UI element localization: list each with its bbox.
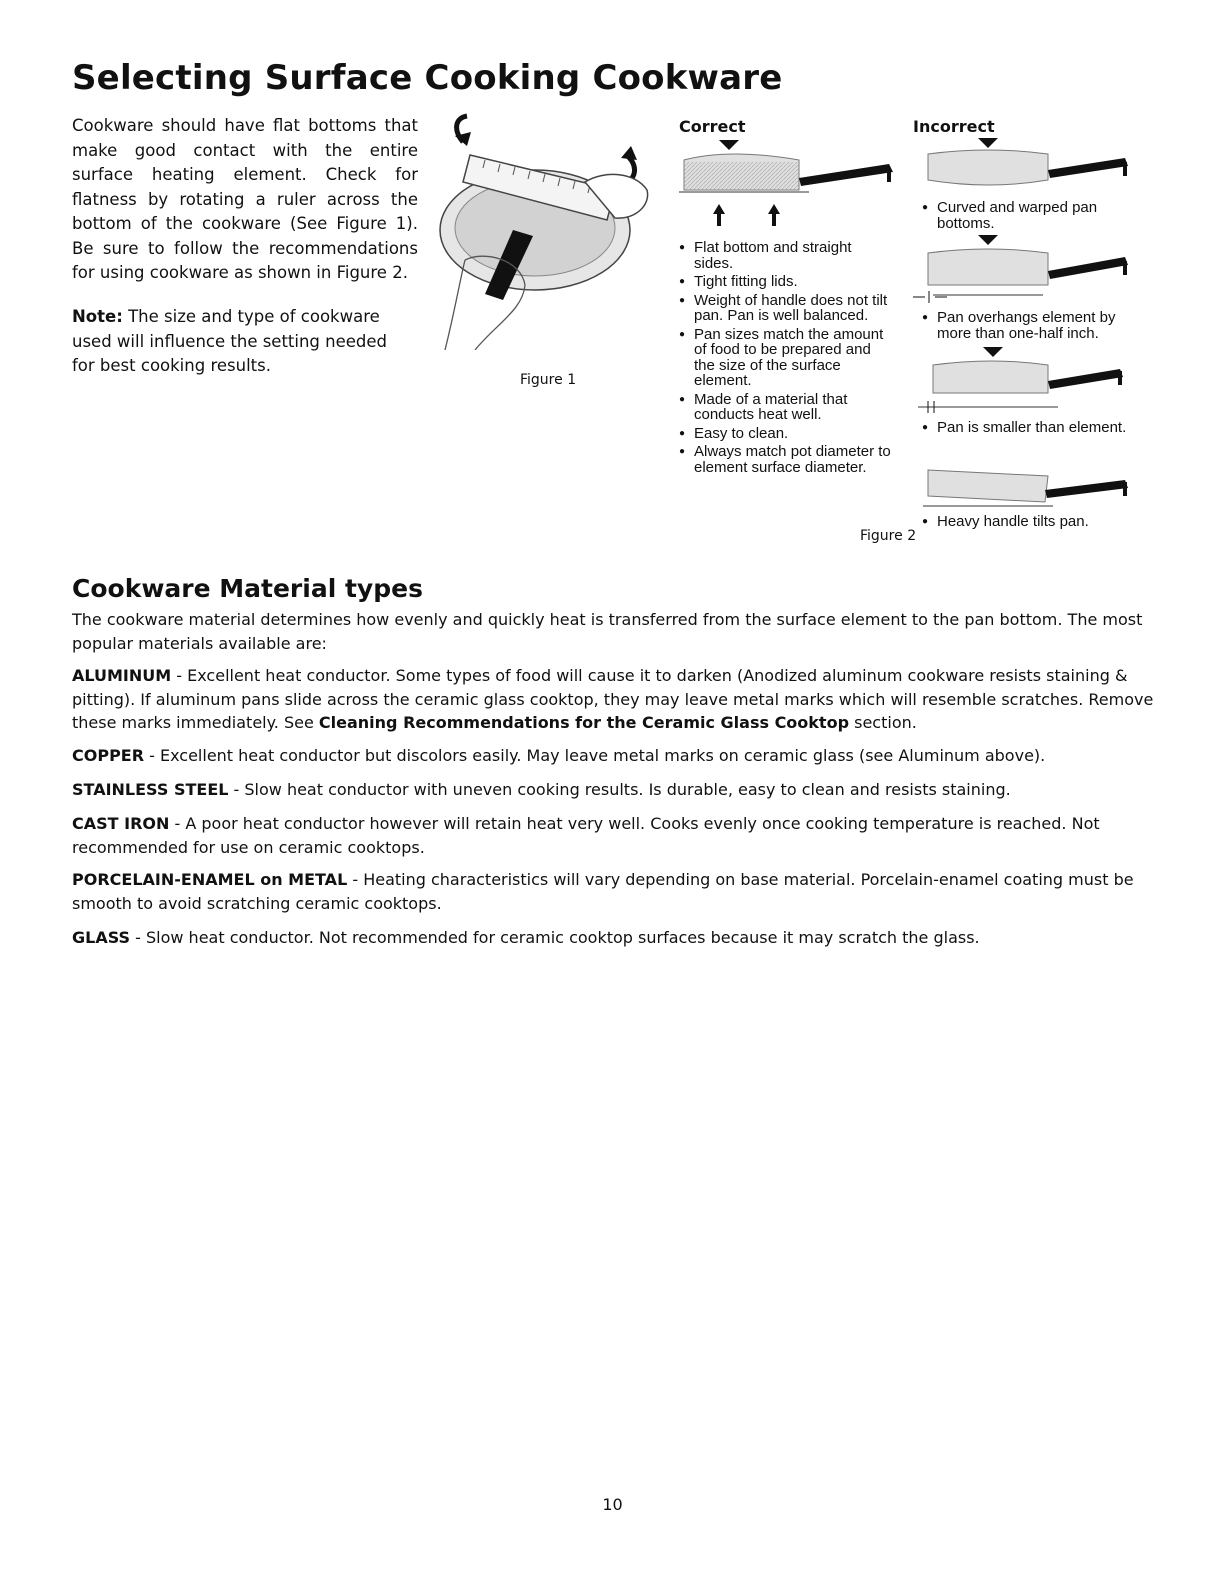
heavy-handle-pan-illustration: [913, 462, 1138, 512]
figure1-illustration: [425, 110, 660, 350]
correct-item: ● Always match pot diameter to element surface diameter.: [679, 444, 894, 475]
correct-item: ● Weight of handle does not tilt pan. Pan is well balanced.: [679, 293, 894, 324]
incorrect-item: ● Pan is smaller than element.: [922, 420, 1152, 436]
intro-paragraph: Cookware should have flat bottoms that make good contact with the entire surface heating element. Check for flatness by rotating a ruler across the bottom of the cookware (See Figure 1). Be sure to follow the recommendations for using cookware as shown in Figure 2.: [72, 116, 418, 282]
material-aluminum: [72, 664, 1157, 735]
material-label: ALUMINUM: [72, 666, 172, 685]
material-text: section.: [849, 713, 917, 732]
figure2-caption: Figure 2: [860, 528, 917, 544]
correct-item: ● Flat bottom and straight sides.: [679, 240, 894, 271]
overhang-pan-illustration: [913, 235, 1138, 305]
correct-item: ● Pan sizes match the amount of food to be prepared and the size of the surface element.: [679, 327, 894, 389]
small-pan-illustration: [908, 345, 1133, 415]
materials-intro: The cookware material determines how evenly and quickly heat is transferred from the surface element to the pan bottom. The most popular materials available are:: [72, 610, 1143, 653]
material-text: - Excellent heat conductor but discolors easily. May leave metal marks on ceramic glass (see Aluminum above).: [144, 746, 1046, 765]
note-label: Note:: [72, 307, 123, 326]
material-label: CAST IRON: [72, 814, 170, 833]
figure1-caption: Figure 1: [520, 372, 577, 388]
correct-heading: Correct: [679, 117, 746, 136]
correct-item: ● Easy to clean.: [679, 426, 894, 442]
material-label: PORCELAIN-ENAMEL on METAL: [72, 870, 348, 889]
correct-pan-illustration: [679, 140, 899, 235]
incorrect-item: ● Curved and warped pan bottoms.: [922, 200, 1152, 231]
page-number: 10: [602, 1495, 623, 1514]
heat-arrow-icons: [713, 204, 780, 226]
page-title: Selecting Surface Cooking Cookware: [72, 58, 783, 98]
material-label: STAINLESS STEEL: [72, 780, 229, 799]
material-text: - Slow heat conductor with uneven cooking results. Is durable, easy to clean and resists staining.: [228, 780, 1011, 799]
material-copper: [72, 744, 1157, 768]
handle-shape: [799, 164, 893, 186]
correct-item: ● Tight fitting lids.: [679, 274, 894, 290]
lid-knob-icon: [719, 140, 739, 150]
material-text: - Heating characteristics will vary depending on base material. Porcelain-enamel coating must be smooth to avoid scratching ceramic cooktops.: [72, 870, 1134, 913]
material-stainless-steel: [72, 778, 1157, 802]
material-glass: [72, 926, 1157, 950]
incorrect-heading: Incorrect: [913, 117, 995, 136]
material-cast-iron: [72, 812, 1157, 859]
material-text: - Slow heat conductor. Not recommended for ceramic cooktop surfaces because it may scratch the glass.: [130, 928, 980, 947]
note-text: The size and type of cookware used will influence the setting needed for best cooking results.: [72, 307, 388, 375]
material-label: GLASS: [72, 928, 131, 947]
cross-reference: Cleaning Recommendations for the Ceramic Glass Cooktop: [318, 713, 850, 732]
incorrect-item: ● Heavy handle tilts pan.: [922, 514, 1152, 530]
correct-list: [679, 240, 894, 478]
curved-pan-illustration: [913, 138, 1138, 198]
materials-heading: Cookware Material types: [72, 574, 423, 603]
material-porcelain-enamel: [72, 868, 1157, 915]
material-text: - A poor heat conductor however will retain heat very well. Cooks evenly once cooking temperature is reached. Not recommended for use on ceramic cooktops.: [72, 814, 1100, 857]
material-text: - Excellent heat conductor. Some types of food will cause it to darken (Anodized aluminum cookware resists staining & pitting). If aluminum pans slide across the ceramic glass cooktop, they may leave metal marks which will resemble scratches. Remove these marks immediately. See: [72, 666, 1154, 732]
incorrect-item: ● Pan overhangs element by more than one-half inch.: [922, 310, 1152, 341]
correct-item: ● Made of a material that conducts heat well.: [679, 392, 894, 423]
note-paragraph: [72, 305, 402, 379]
material-label: COPPER: [72, 746, 145, 765]
